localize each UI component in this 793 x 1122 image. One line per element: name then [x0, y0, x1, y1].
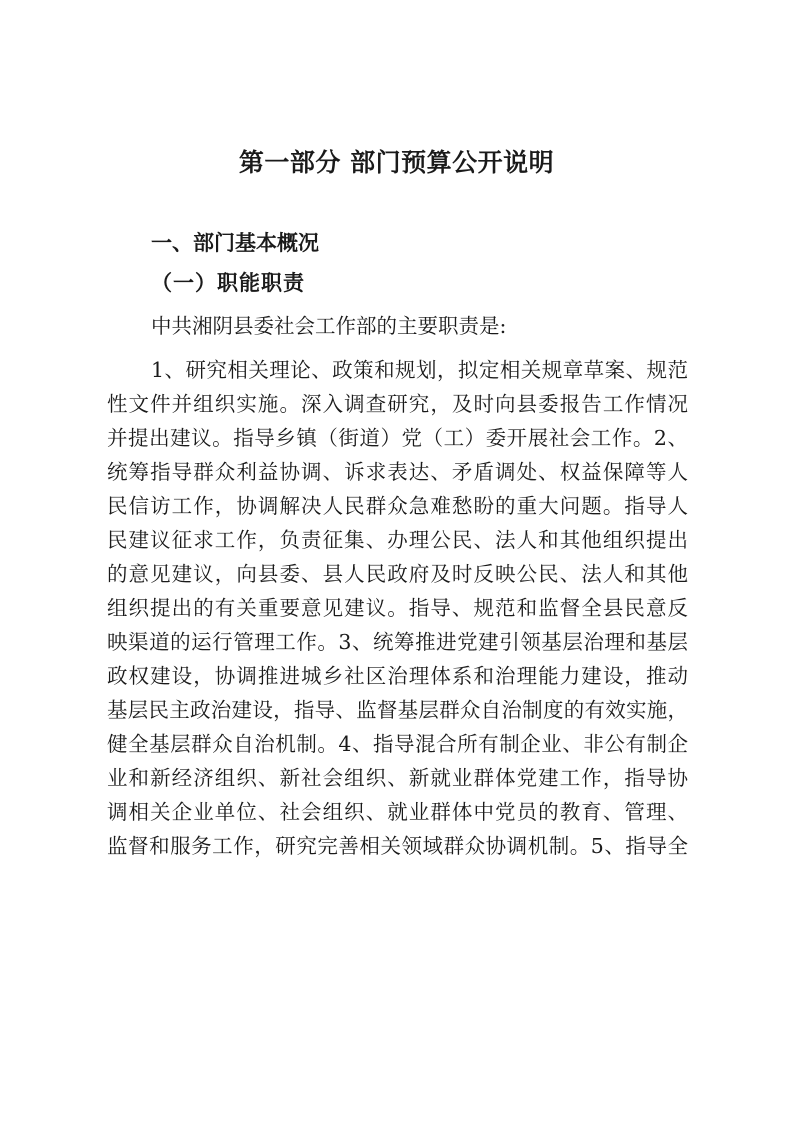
body-line: 组织提出的有关重要意见建议。指导、规范和监督全县民意反 [107, 596, 688, 620]
page-title: 第一部分 部门预算公开说明 [238, 148, 555, 177]
section-heading: 一、部门基本概况 [151, 231, 319, 255]
body-line: 健全基层群众自治机制。4、指导混合所有制企业、非公有制企 [107, 732, 688, 756]
body-line: 统筹指导群众利益协调、诉求表达、矛盾调处、权益保障等人 [107, 460, 688, 484]
body-line: 调相关企业单位、社会组织、就业群体中党员的教育、管理、 [107, 800, 688, 824]
body-line: 业和新经济组织、新社会组织、新就业群体党建工作，指导协 [107, 766, 688, 790]
body-line: 基层民主政治建设，指导、监督基层群众自治制度的有效实施， [107, 698, 688, 722]
body-line: 映渠道的运行管理工作。3、统筹推进党建引领基层治理和基层 [107, 630, 688, 654]
intro-paragraph: 中共湘阴县委社会工作部的主要职责是: [151, 314, 507, 338]
body-paragraph [107, 353, 688, 863]
body-line: 性文件并组织实施。深入调查研究，及时向县委报告工作情况 [107, 392, 688, 416]
body-line: 民信访工作，协调解决人民群众急难愁盼的重大问题。指导人 [107, 494, 688, 518]
body-line: 1、研究相关理论、政策和规划，拟定相关规章草案、规范 [151, 358, 688, 382]
body-line: 监督和服务工作，研究完善相关领域群众协调机制。5、指导全 [107, 834, 688, 858]
subsection-heading: （一）职能职责 [151, 271, 305, 295]
body-line: 并提出建议。指导乡镇（街道）党（工）委开展社会工作。2、 [107, 426, 688, 450]
body-line: 的意见建议，向县委、县人民政府及时反映公民、法人和其他 [107, 562, 688, 586]
body-line: 政权建设，协调推进城乡社区治理体系和治理能力建设，推动 [107, 664, 688, 688]
body-line: 民建议征求工作，负责征集、办理公民、法人和其他组织提出 [107, 528, 688, 552]
